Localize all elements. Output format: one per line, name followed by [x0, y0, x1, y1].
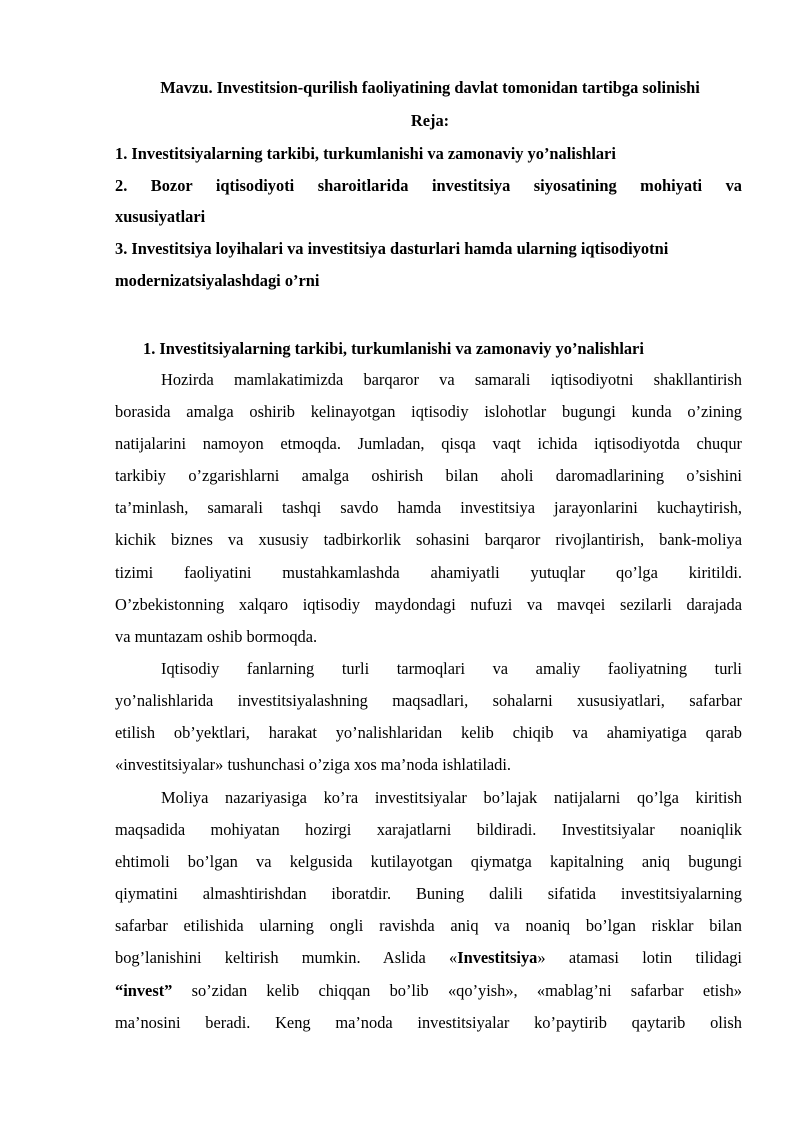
bold-term: Investitsiya	[457, 948, 538, 967]
paragraph-line: Hozirda mamlakatimizda barqaror va samarali iqtisodiyotni shakllantirish	[161, 370, 742, 389]
paragraph-line: Iqtisodiy fanlarning turli tarmoqlari va amaliy faoliyatning turli	[161, 659, 742, 678]
paragraph-line: etilish ob’yektlari, harakat yo’nalishlaridan kelib chiqib va ahamiyatiga qarab	[115, 723, 742, 742]
paragraph-line: yo’nalishlarida investitsiyalashning maqsadlari, sohalarni xususiyatlari, safarbar	[115, 691, 742, 710]
section-heading: 1. Investitsiyalarning tarkibi, turkumlanishi va zamonaviy yo’nalishlari	[143, 339, 644, 358]
paragraph-line: natijalarini namoyon etmoqda. Jumladan, qisqa vaqt ichida iqtisodiyotda chuqur	[115, 434, 742, 453]
text-run: bog’lanishini keltirish mumkin. Aslida «	[115, 948, 458, 967]
text-run: » atamasi lotin tilidagi	[537, 948, 742, 967]
paragraph-line: borasida amalga oshirib kelinayotgan iqtisodiy islohotlar bugungi kunda o’zining	[115, 402, 742, 421]
paragraph-line: ta’minlash, samarali tashqi savdo hamda investitsiya jarayonlarini kuchaytirish,	[115, 498, 742, 517]
paragraph-line: tizimi faoliyatini mustahkamlashda ahamiyatli yutuqlar qo’lga kiritildi.	[115, 563, 742, 582]
document-title: Mavzu. Investitsion-qurilish faoliyatining davlat tomonidan tartibga solinishi	[160, 78, 700, 97]
plan-item-3: 3. Investitsiya loyihalari va investitsiya dasturlari hamda ularning iqtisodiyotni	[115, 239, 669, 258]
bold-term: “invest”	[115, 981, 173, 1000]
paragraph-line: maqsadida mohiyatan hozirgi xarajatlarni bildiradi. Investitsiyalar noaniqlik	[115, 820, 742, 839]
paragraph-line: O’zbekistonning xalqaro iqtisodiy maydondagi nufuzi va mavqei sezilarli darajada	[115, 595, 742, 614]
paragraph-line: tarkibiy o’zgarishlarni amalga oshirish bilan aholi daromadlarining o’sishini	[115, 466, 742, 485]
text-run: so’zidan kelib chiqqan bo’lib «qo’yish», «mablag’ni safarbar etish»	[172, 981, 742, 1000]
paragraph-line: va muntazam oshib bormoqda.	[115, 627, 318, 646]
plan-item-3-cont: modernizatsiyalashdagi o’rni	[115, 271, 320, 290]
plan-item-2-cont: xususiyatlari	[115, 207, 206, 226]
paragraph-line: «investitsiyalar» tushunchasi o’ziga xos ma’noda ishlatiladi.	[115, 755, 512, 774]
plan-item-2: 2. Bozor iqtisodiyoti sharoitlarida investitsiya siyosatining mohiyati va	[115, 176, 742, 195]
plan-heading: Reja:	[410, 111, 450, 130]
paragraph-line: safarbar etilishida ularning ongli ravishda aniq va noaniq bo’lgan risklar bilan	[115, 916, 742, 935]
plan-item-1: 1. Investitsiyalarning tarkibi, turkumlanishi va zamonaviy yo’nalishlari	[115, 144, 616, 163]
paragraph-line: kichik biznes va xususiy tadbirkorlik sohasini barqaror rivojlantirish, bank-moliya	[115, 530, 742, 549]
paragraph-line: ma’nosini beradi. Keng ma’noda investitsiyalar ko’paytirib qaytarib olish	[115, 1013, 742, 1032]
paragraph-line	[115, 980, 742, 1002]
paragraph-line: qiymatini almashtirishdan iboratdir. Buning dalili sifatida investitsiyalarning	[115, 884, 742, 903]
paragraph-line	[115, 947, 742, 969]
paragraph-line: Moliya nazariyasiga ko’ra investitsiyalar bo’lajak natijalarni qo’lga kiritish	[161, 788, 742, 807]
paragraph-line: ehtimoli bo’lgan va kelgusida kutilayotgan qiymatga kapitalning aniq bugungi	[115, 852, 742, 871]
